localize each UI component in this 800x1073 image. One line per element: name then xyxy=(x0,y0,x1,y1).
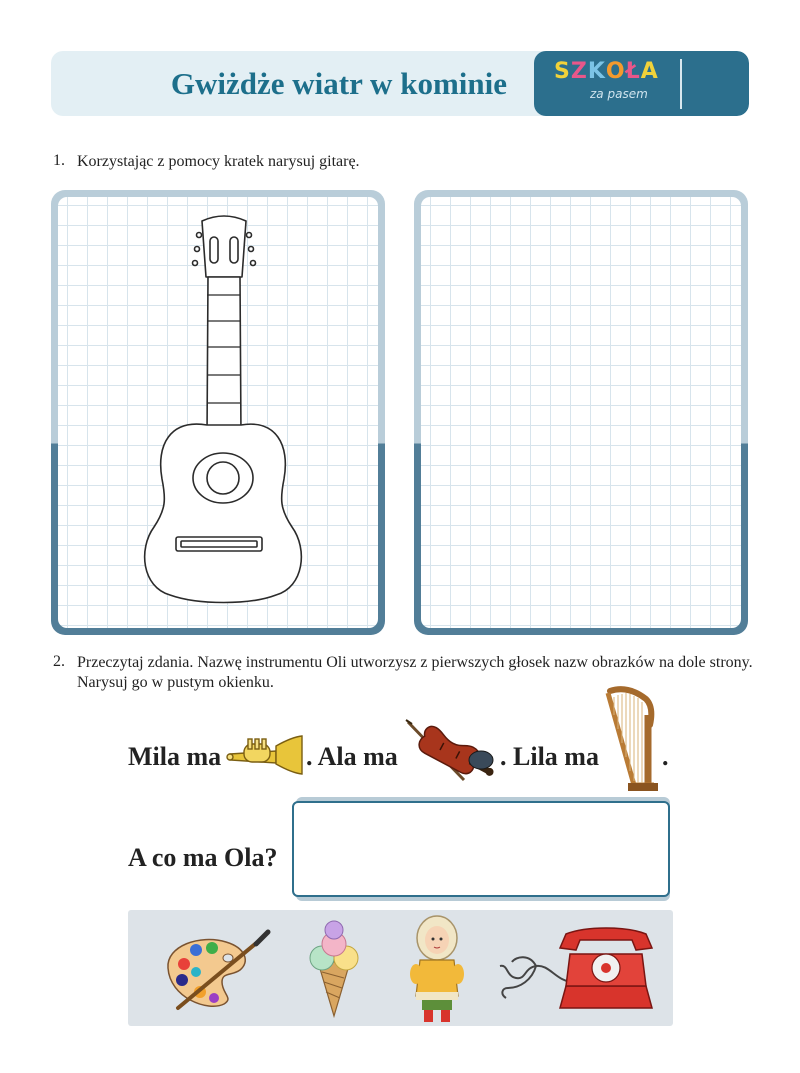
logo-divider xyxy=(680,59,682,109)
sentence-ala: . Ala ma xyxy=(306,742,398,771)
task-1-number: 1. xyxy=(53,152,65,169)
guitar-template-panel xyxy=(51,190,385,635)
task-1-text: Korzystając z pomocy kratek narysuj gitarę. xyxy=(77,153,360,170)
header-banner xyxy=(51,51,749,116)
logo-subtitle: za pasem xyxy=(590,87,648,101)
drawing-grid[interactable] xyxy=(421,197,741,628)
sentence-lila: . Lila ma xyxy=(500,742,599,771)
eskimo-icon xyxy=(408,914,466,1024)
pictures-strip xyxy=(128,910,673,1026)
task-2-number: 2. xyxy=(53,653,65,670)
task-1 xyxy=(53,152,753,174)
question-text: A co ma Ola? xyxy=(128,843,278,872)
sentence-mila: Mila ma xyxy=(128,742,222,771)
page-title: Gwiżdże wiatr w kominie xyxy=(170,65,507,101)
ice-cream-icon xyxy=(304,918,364,1018)
guitar-icon xyxy=(58,197,378,628)
sentence-end: . xyxy=(662,742,669,771)
guitar-grid xyxy=(58,197,378,628)
trumpet-icon xyxy=(226,734,306,776)
harp-icon xyxy=(598,685,660,793)
drawing-panel[interactable] xyxy=(414,190,748,635)
logo xyxy=(534,51,749,116)
answer-drawing-box[interactable] xyxy=(292,801,670,897)
logo-text: SZKOŁA xyxy=(554,59,659,84)
violin-icon xyxy=(402,718,498,788)
palette-icon xyxy=(160,928,272,1012)
task-2-text: Przeczytaj zdania. Nazwę instrumentu Oli utworzysz z pierwszych głosek nazw obrazków na dole strony. Narysuj go w pustym okienku. xyxy=(77,654,753,691)
telephone-icon xyxy=(496,924,656,1014)
